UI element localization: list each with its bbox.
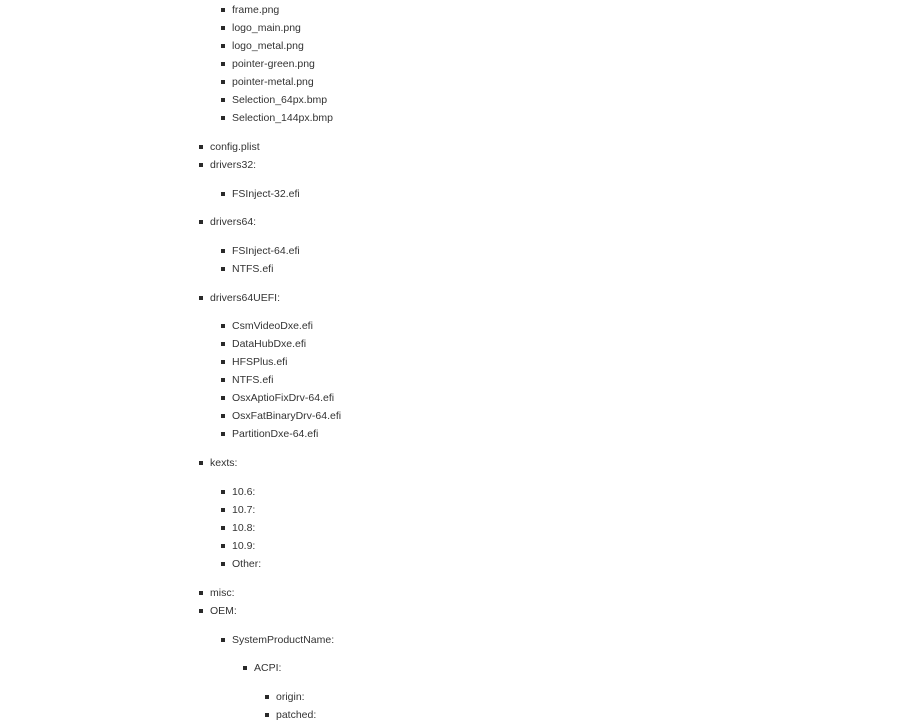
bullet-icon <box>243 666 247 670</box>
bullet-icon <box>221 432 225 436</box>
file-name: pointer-metal.png <box>232 76 314 88</box>
folder-name: ACPI: <box>254 662 282 674</box>
file-name: config.plist <box>210 141 260 153</box>
bullet-icon <box>221 396 225 400</box>
file-name: HFSPlus.efi <box>232 356 288 368</box>
file-name: logo_main.png <box>232 22 301 34</box>
bullet-icon <box>221 62 225 66</box>
file-name: NTFS.efi <box>232 263 274 275</box>
bullet-icon <box>221 360 225 364</box>
bullet-icon <box>221 490 225 494</box>
folder-name: 10.9: <box>232 540 256 552</box>
folder-name: drivers64UEFI: <box>210 292 281 304</box>
bullet-icon <box>221 544 225 548</box>
bullet-icon <box>199 163 203 167</box>
bullet-icon <box>265 695 269 699</box>
bullet-icon <box>265 713 269 717</box>
folder-name: kexts: <box>210 457 238 469</box>
folder-name: misc: <box>210 587 235 599</box>
file-name: Selection_64px.bmp <box>232 94 328 106</box>
file-name: logo_metal.png <box>232 40 304 52</box>
bullet-icon <box>199 145 203 149</box>
bullet-icon <box>221 508 225 512</box>
file-name: DataHubDxe.efi <box>232 338 307 350</box>
bullet-icon <box>221 562 225 566</box>
bullet-icon <box>221 526 225 530</box>
bullet-icon <box>221 414 225 418</box>
bullet-icon <box>221 26 225 30</box>
bullet-icon <box>199 296 203 300</box>
bullet-icon <box>221 378 225 382</box>
file-name: Selection_144px.bmp <box>232 112 333 124</box>
bullet-icon <box>221 8 225 12</box>
bullet-icon <box>199 591 203 595</box>
folder-name: Other: <box>232 558 262 570</box>
file-name: OsxFatBinaryDrv-64.efi <box>232 410 342 422</box>
folder-name: 10.7: <box>232 504 256 516</box>
folder-name: patched: <box>276 709 317 721</box>
folder-name: drivers64: <box>210 216 257 228</box>
bullet-icon <box>199 609 203 613</box>
bullet-icon <box>221 638 225 642</box>
file-name: FSInject-64.efi <box>232 245 300 257</box>
file-name: NTFS.efi <box>232 374 274 386</box>
file-name: CsmVideoDxe.efi <box>232 320 313 332</box>
file-name: OsxAptioFixDrv-64.efi <box>232 392 335 404</box>
bullet-icon <box>221 342 225 346</box>
file-name: PartitionDxe-64.efi <box>232 428 319 440</box>
bullet-icon <box>221 44 225 48</box>
bullet-icon <box>221 192 225 196</box>
folder-name: 10.8: <box>232 522 256 534</box>
folder-name: OEM: <box>210 605 237 617</box>
folder-name: 10.6: <box>232 486 256 498</box>
folder-name: origin: <box>276 691 305 703</box>
bullet-icon <box>221 249 225 253</box>
file-name: pointer-green.png <box>232 58 315 70</box>
file-name: frame.png <box>232 4 280 16</box>
bullet-icon <box>221 80 225 84</box>
file-name: FSInject-32.efi <box>232 188 300 200</box>
bullet-icon <box>221 324 225 328</box>
bullet-icon <box>221 116 225 120</box>
bullet-icon <box>221 267 225 271</box>
folder-name: drivers32: <box>210 159 257 171</box>
folder-name: SystemProductName: <box>232 634 335 646</box>
bullet-icon <box>221 98 225 102</box>
bullet-icon <box>199 461 203 465</box>
bullet-icon <box>199 220 203 224</box>
